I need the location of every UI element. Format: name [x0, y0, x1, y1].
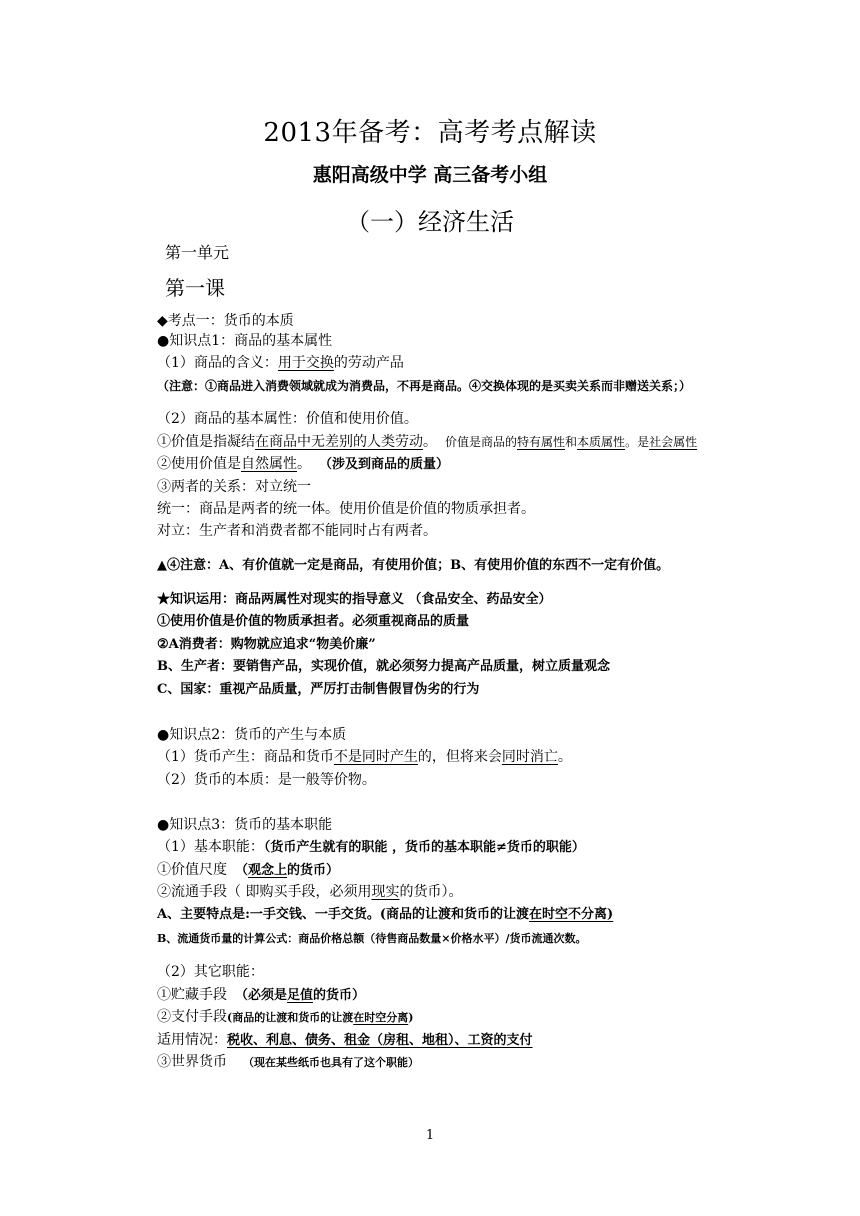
world-money: ③世界货币 （现在某些纸币也具有了这个职能）	[157, 1054, 419, 1070]
commodity-definition: （1）商品的含义：用于交换的劳动产品	[157, 355, 404, 371]
page-number: 1	[425, 1128, 435, 1143]
unity-line: 统一：商品是两者的统一体。使用价值是价值的物质承担者。	[157, 501, 535, 517]
application-item-consumer: ②A消费者：购物就应追求“物美价廉”	[157, 637, 376, 652]
lesson-heading: 第一课	[165, 276, 225, 300]
use-value-definition: ②使用价值是自然属性。 （涉及到商品的质量）	[157, 456, 450, 472]
document-subtitle: 惠阳高级中学 高三备考小组	[312, 164, 548, 186]
value-measure: ①价值尺度 （观念上的货币）	[157, 862, 340, 878]
document-title: 2013年备考：高考考点解读	[263, 118, 597, 148]
knowledge-point-3-heading: ●知识点3：货币的基本职能	[157, 817, 333, 833]
application-item-1: ①使用价值是价值的物质承担者。必须重视商品的质量	[157, 614, 470, 629]
application-item-state: C、国家：重视产品质量，严厉打击制售假冒伪劣的行为	[157, 682, 480, 697]
knowledge-point-1-heading: ●知识点1：商品的基本属性	[157, 333, 333, 349]
store-of-value: ①贮藏手段 （必须是足值的货币）	[157, 987, 366, 1003]
value-definition: ①价值是指凝结在商品中无差别的人类劳动。 价值是商品的特有属性和本质属性。是社会属性	[157, 434, 698, 450]
means-of-payment: ②支付手段(商品的让渡和货币的让渡在时空分离)	[157, 1009, 414, 1025]
section-heading: （一）经济生活	[346, 208, 514, 236]
opposition-line: 对立：生产者和消费者都不能同时占有两者。	[157, 523, 437, 539]
main-feature: A、主要特点是:一手交钱、一手交货。(商品的让渡和货币的让渡在时空不分离)	[157, 907, 614, 922]
money-formula: B、流通货币量的计算公式：商品价格总额（待售商品数量×价格水平）/货币流通次数。	[157, 932, 587, 945]
money-essence: （2）货币的本质：是一般等价物。	[157, 772, 376, 788]
unit-heading: 第一单元	[165, 243, 230, 262]
attention-line: ▲④注意：A、有价值就一定是商品，有使用价值；B、有使用价值的东西不一定有价值。	[157, 558, 670, 573]
relationship-line: ③两者的关系：对立统一	[157, 479, 311, 495]
note-line: （注意：①商品进入消费领域就成为消费品，不再是商品。④交换体现的是买卖关系而非赠送关系；）	[157, 379, 692, 393]
payment-applicable-cases: 适用情况：税收、利息、债务、租金（房租、地租）、工资的支付	[157, 1032, 533, 1048]
application-item-producer: B、生产者：要销售产品，实现价值，就必须努力提高产品质量，树立质量观念	[157, 659, 610, 674]
money-origin: （1）货币产生：商品和货币不是同时产生的，但将来会同时消亡。	[157, 749, 572, 765]
knowledge-application-heading: ★知识运用：商品两属性对现实的指导意义 （食品安全、药品安全）	[157, 592, 552, 607]
knowledge-point-2-heading: ●知识点2：货币的产生与本质	[157, 727, 347, 743]
exam-point-heading: ◆考点一：货币的本质	[157, 313, 294, 329]
basic-functions: （1）基本职能：（货币产生就有的职能 ，货币的基本职能≠货币的职能）	[157, 839, 585, 855]
basic-attributes: （2）商品的基本属性：价值和使用价值。	[157, 411, 418, 427]
circulation-means: ②流通手段（ 即购买手段，必须用现实的货币）。	[157, 884, 463, 900]
other-functions: （2）其它职能：	[157, 964, 264, 980]
